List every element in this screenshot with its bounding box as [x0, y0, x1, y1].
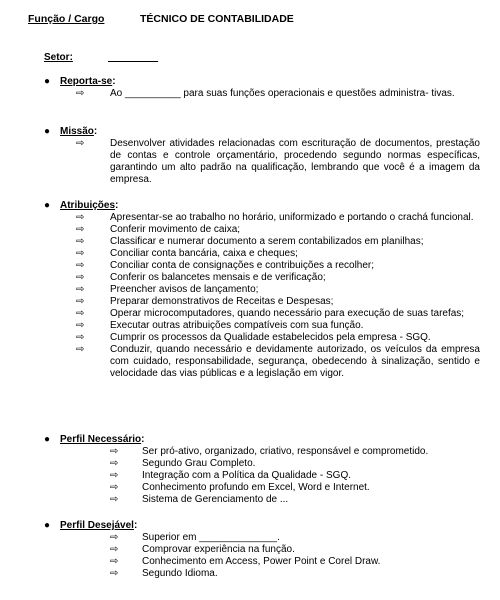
arrow-right-icon: ⇨ [76, 88, 85, 99]
section-colon: : [141, 434, 145, 445]
arrow-right-icon: ⇨ [76, 248, 85, 259]
list-item [40, 320, 480, 332]
list-item [40, 446, 480, 458]
list-item-text: Conciliar conta bancária, caixa e cheques; [110, 248, 298, 259]
list-item [40, 260, 480, 272]
list-item [40, 532, 480, 544]
section-perfil-desejavel [40, 520, 480, 580]
atribuicoes-list [40, 212, 480, 380]
bullet-icon: ● [44, 126, 51, 137]
section-perfil-necessario [40, 434, 480, 506]
list-item [40, 458, 480, 470]
arrow-right-icon: ⇨ [110, 568, 119, 579]
arrow-right-icon: ⇨ [76, 236, 85, 247]
list-item-text: Executar outras atribuições compatíveis com sua função. [110, 320, 364, 331]
arrow-right-icon: ⇨ [110, 532, 119, 543]
section-title-text: Reporta-se [60, 76, 113, 87]
arrow-right-icon: ⇨ [110, 446, 119, 457]
list-item [40, 332, 480, 344]
bullet-icon: ● [44, 434, 51, 445]
section-title-text: Atribuições [60, 200, 116, 211]
list-item [40, 236, 480, 248]
list-item-text: Preparar demonstrativos de Receitas e Despesas; [110, 296, 334, 307]
arrow-right-icon: ⇨ [76, 224, 85, 235]
section-missao [40, 126, 480, 186]
reporta-list [40, 88, 480, 100]
section-title [40, 520, 480, 532]
list-item-text: Conduzir, quando necessário e devidamente autorizado, os veículos da empresa com cuidado, responsabilidade, segurança, obedecendo à sinalização, sentido e velocidade das vias públicas e a legislação em vigor. [110, 344, 480, 379]
list-item-text: Segundo Grau Completo. [142, 458, 256, 469]
section-title [40, 126, 480, 138]
arrow-right-icon: ⇨ [110, 458, 119, 469]
job-title-value: TÉCNICO DE CONTABILIDADE [140, 13, 294, 25]
arrow-right-icon: ⇨ [76, 272, 85, 283]
arrow-right-icon: ⇨ [76, 260, 85, 271]
section-title [40, 434, 480, 446]
list-item-text: Ser pró-ativo, organizado, criativo, responsável e comprometido. [142, 446, 429, 457]
bullet-icon: ● [44, 520, 51, 531]
arrow-right-icon: ⇨ [110, 482, 119, 493]
list-item [40, 544, 480, 556]
arrow-right-icon: ⇨ [110, 494, 119, 505]
arrow-right-icon: ⇨ [110, 470, 119, 481]
list-item-text: Segundo Idioma. [142, 568, 218, 579]
sector-blank: _________ [108, 52, 159, 63]
list-item-text: Integração com a Política da Qualidade - SGQ. [142, 470, 351, 481]
list-item [40, 482, 480, 494]
arrow-right-icon: ⇨ [76, 138, 85, 149]
arrow-right-icon: ⇨ [76, 284, 85, 295]
sector-colon: : [69, 52, 73, 63]
list-item [40, 88, 480, 100]
list-item-text: Apresentar-se ao trabalho no horário, uniformizado e portando o crachá funcional. [110, 212, 474, 223]
list-item [40, 494, 480, 506]
section-reporta [40, 76, 480, 100]
section-atribuicoes [40, 200, 480, 380]
list-item [40, 344, 480, 380]
list-item [40, 568, 480, 580]
job-title-label: Função / Cargo [28, 13, 105, 25]
list-item [40, 248, 480, 260]
arrow-right-icon: ⇨ [110, 544, 119, 555]
list-item-text: Operar microcomputadores, quando necessário para execução de suas tarefas; [110, 308, 465, 319]
bullet-icon: ● [44, 200, 51, 211]
sector-label [44, 52, 73, 63]
section-colon: : [115, 200, 119, 211]
list-item [40, 470, 480, 482]
list-item [40, 138, 480, 186]
arrow-right-icon: ⇨ [76, 344, 85, 355]
list-item [40, 224, 480, 236]
perfil-necessario-list [40, 446, 480, 506]
list-item-text: Classificar e numerar documento a serem contabilizados em planilhas; [110, 236, 424, 247]
list-item [40, 284, 480, 296]
missao-list [40, 138, 480, 186]
list-item-text: Conhecimento em Access, Power Point e Corel Draw. [142, 556, 381, 567]
arrow-right-icon: ⇨ [76, 296, 85, 307]
section-title [40, 200, 480, 212]
arrow-right-icon: ⇨ [76, 212, 85, 223]
perfil-desejavel-list [40, 532, 480, 580]
list-item-text: Sistema de Gerenciamento de ... [142, 494, 289, 505]
list-item-text: Desenvolver atividades relacionadas com escrituração de documentos, prestação de contas e controle orçamentário, procedendo segundo normas específicas, garantindo um alto padrão na qualificação, lembrando que você é a imagem da empresa. [110, 138, 480, 185]
bullet-icon: ● [44, 76, 51, 87]
section-title-text: Perfil Necessário [60, 434, 142, 445]
list-item-text: Conferir os balancetes mensais e de verificação; [110, 272, 326, 283]
list-item-text: Preencher avisos de lançamento; [110, 284, 259, 295]
section-colon: : [112, 76, 116, 87]
list-item-text: Ao __________ para suas funções operacionais e questões administra- tivas. [110, 88, 455, 99]
list-item-text: Conhecimento profundo em Excel, Word e Internet. [142, 482, 370, 493]
arrow-right-icon: ⇨ [110, 556, 119, 567]
arrow-right-icon: ⇨ [76, 332, 85, 343]
list-item-text: Conciliar conta de consignações e contribuições a recolher; [110, 260, 375, 271]
section-colon: : [93, 126, 98, 137]
list-item [40, 296, 480, 308]
list-item-text: Cumprir os processos da Qualidade estabelecidos pela empresa - SGQ. [110, 332, 431, 343]
list-item [40, 212, 480, 224]
list-item [40, 556, 480, 568]
list-item [40, 272, 480, 284]
list-item-text: Superior em ______________. [142, 532, 280, 543]
arrow-right-icon: ⇨ [76, 320, 85, 331]
list-item [40, 308, 480, 320]
section-title-text: Perfil Desejável [60, 520, 134, 531]
section-title-text: Missão [60, 126, 94, 137]
section-colon: : [133, 520, 138, 531]
arrow-right-icon: ⇨ [76, 308, 85, 319]
section-title [40, 76, 480, 88]
list-item-text: Conferir movimento de caixa; [110, 224, 241, 235]
sector-label-text: Setor [44, 52, 70, 63]
list-item-text: Comprovar experiência na função. [142, 544, 295, 555]
